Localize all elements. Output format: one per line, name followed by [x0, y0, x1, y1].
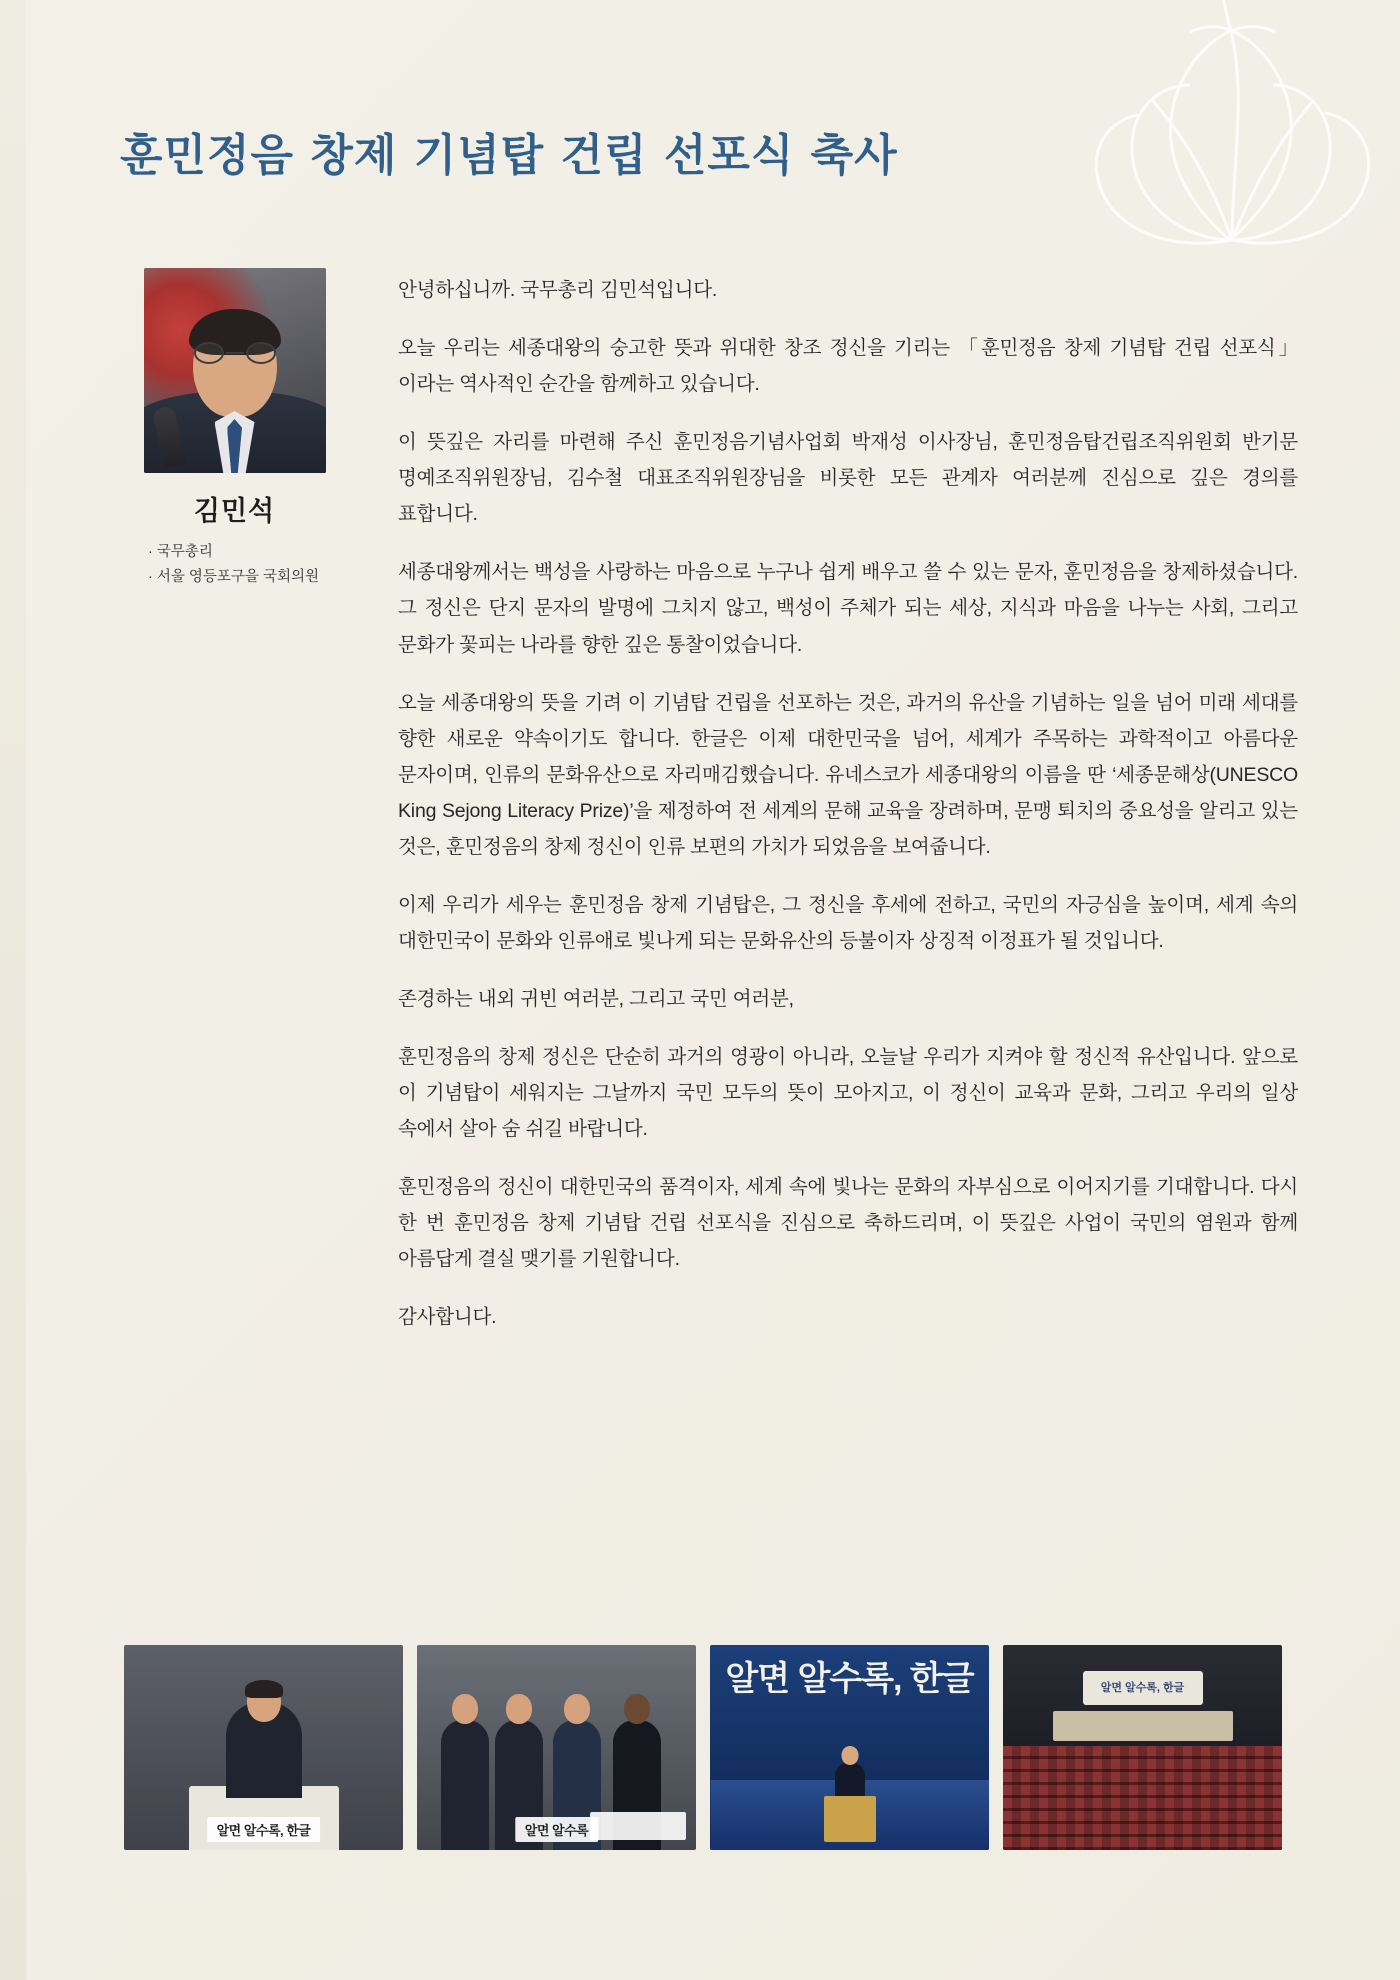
speaker-role-item: · 국무총리: [148, 544, 213, 560]
left-edge-band: [0, 0, 26, 1980]
speech-paragraph: 훈민정음의 창제 정신은 단순히 과거의 영광이 아니라, 오늘날 우리가 지켜야 할 정신적 유산입니다. 앞으로 이 기념탑이 세워지는 그날까지 국민 모두의 뜻이 모아지고, 이 정신이 교육과 문화, 그리고 우리의 일상 속에서 살아 숨 쉬길 바랍니다.: [398, 1046, 1298, 1141]
event-photo-screen-text: 알면 알수록, 한글: [1083, 1671, 1203, 1705]
speech-paragraph: 안녕하십니까. 국무총리 김민석입니다.: [398, 279, 718, 301]
speech-paragraph: 오늘 세종대왕의 뜻을 기려 이 기념탑 건립을 선포하는 것은, 과거의 유산을 기념하는 일을 넘어 미래 세대를 향한 새로운 약속이기도 합니다. 한글은 이제 대한민국을 넘어, 세계가 주목하는 과학적이고 아름다운 문자이며, 인류의 문화유산으로 자리매김했습니다. 유네스코가 세종대왕의 이름을 딴 ‘세종문해상(UNESCO King Sejong Literacy Prize)’을 제정하여 전 세계의 문해 교육을 장려하며, 문맹 퇴치의 중요성을 알리고 있는 것은, 훈민정음의 창제 정신이 인류 보편의 가치가 되었음을 보여줍니다.: [398, 691, 1298, 858]
event-photo-4: [1003, 1645, 1282, 1850]
event-photo-caption: 알면 알수록: [515, 1817, 598, 1842]
event-photo-3: [710, 1645, 989, 1850]
event-photo-2: [417, 1645, 696, 1850]
event-photo-strip: [124, 1645, 1282, 1850]
speech-paragraph: 훈민정음의 정신이 대한민국의 품격이자, 세계 속에 빛나는 문화의 자부심으로 이어지기를 기대합니다. 다시 한 번 훈민정음 창제 기념탑 건립 선포식을 진심으로 축하드리며, 이 뜻깊은 사업이 국민의 염원과 함께 아름답게 결실 맺기를 기원합니다.: [398, 1176, 1298, 1271]
speech-paragraph: 이제 우리가 세우는 훈민정음 창제 기념탑은, 그 정신을 후세에 전하고, 국민의 자긍심을 높이며, 세계 속의 대한민국이 문화와 인류애로 빛나게 되는 문화유산의 등불이자 상징적 이정표가 될 것입니다.: [398, 893, 1298, 952]
speaker-name: 김민석: [193, 496, 276, 526]
speech-paragraph: 오늘 우리는 세종대왕의 숭고한 뜻과 위대한 창조 정신을 기리는 「훈민정음 창제 기념탑 건립 선포식」이라는 역사적인 순간을 함께하고 있습니다.: [398, 337, 1298, 396]
speaker-roles: [132, 540, 337, 591]
glasses-icon: [192, 342, 278, 364]
page-title: 훈민정음 창제 기념탑 건립 선포식 축사: [120, 130, 898, 182]
event-photo-caption: 알면 알수록, 한글: [207, 1817, 321, 1842]
speaker-profile: [132, 268, 337, 591]
event-photo-1: [124, 1645, 403, 1850]
speech-paragraph: 이 뜻깊은 자리를 마련해 주신 훈민정음기념사업회 박재성 이사장님, 훈민정음탑건립조직위원회 반기문 명예조직위원장님, 김수철 대표조직위원장님을 비롯한 모든 관계자 여러분께 진심으로 깊은 경의를 표합니다.: [398, 431, 1298, 526]
speech-paragraph: 세종대왕께서는 백성을 사랑하는 마음으로 누구나 쉽게 배우고 쓸 수 있는 문자, 훈민정음을 창제하셨습니다. 그 정신은 단지 문자의 발명에 그치지 않고, 백성이 주체가 되는 세상, 지식과 마음을 나누는 사회, 그리고 문화가 꽃피는 나라를 향한 깊은 통찰이었습니다.: [398, 561, 1298, 656]
speaker-role-item: · 서울 영등포구을 국회의원: [148, 569, 319, 586]
lotus-flower-ornament-icon: [1020, 0, 1400, 270]
speech-paragraph: 존경하는 내외 귀빈 여러분, 그리고 국민 여러분,: [398, 988, 794, 1010]
speaker-photo: [144, 268, 326, 473]
speech-body: [398, 272, 1298, 1336]
event-photo-banner-text: 알면 알수록, 한글: [725, 1660, 974, 1698]
speech-paragraph: 감사합니다.: [398, 1306, 497, 1329]
